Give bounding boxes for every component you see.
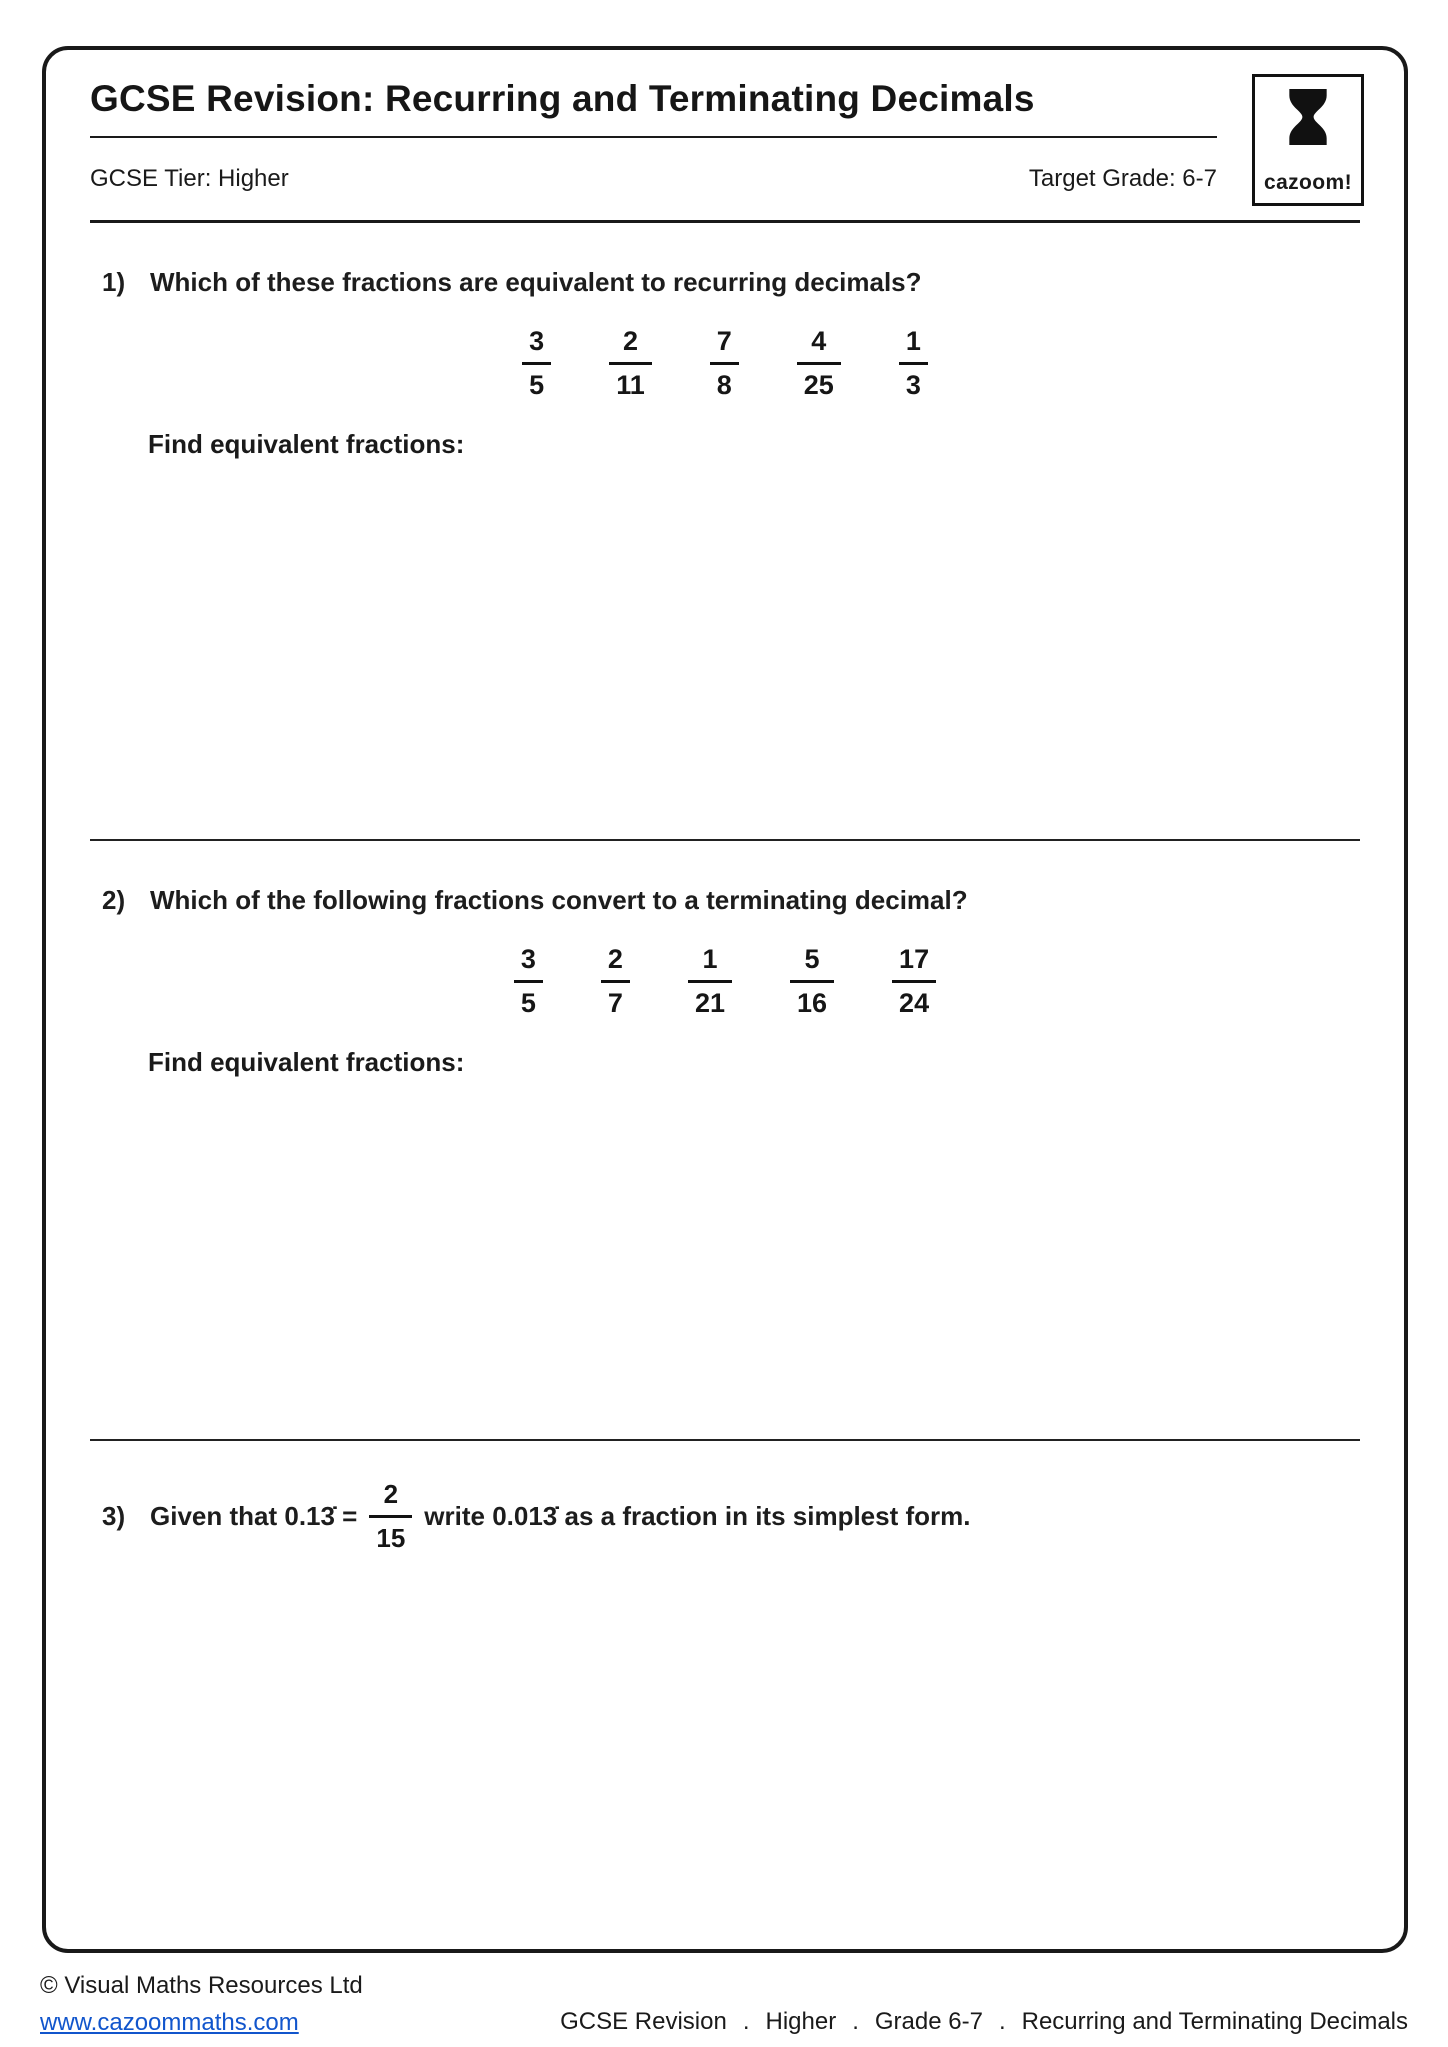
fraction-denominator: 3 xyxy=(905,370,921,400)
footer-left xyxy=(40,1972,363,2037)
title-underline xyxy=(90,136,1217,138)
breadcrumb-item: Higher xyxy=(765,2008,837,2035)
question-1-number: 1) xyxy=(102,267,126,297)
fraction-denominator: 21 xyxy=(694,988,725,1018)
copyright-text: © Visual Maths Resources Ltd xyxy=(40,1972,363,1999)
fraction xyxy=(710,326,739,401)
cazoom-hourglass-icon xyxy=(1280,87,1336,152)
fraction xyxy=(790,944,834,1019)
breadcrumb-separator: . xyxy=(852,2008,859,2035)
fraction-numerator: 17 xyxy=(899,944,930,974)
question-1-text: Which of these fractions are equivalent to recurring decimals? xyxy=(150,267,922,297)
fraction-denominator: 11 xyxy=(616,370,645,400)
fraction-denominator: 16 xyxy=(797,988,828,1018)
question-1-prompt: Find equivalent fractions: xyxy=(148,429,465,459)
fraction-numerator: 5 xyxy=(804,944,820,974)
header-meta-row xyxy=(90,165,1217,193)
cazoom-logo-text: cazoom! xyxy=(1264,171,1352,194)
question-2-prompt: Find equivalent fractions: xyxy=(148,1047,465,1077)
fraction xyxy=(797,326,841,401)
question-3-text-before: Given that 0.13̇ = xyxy=(150,1501,358,1531)
breadcrumb-separator: . xyxy=(742,2008,750,2035)
fraction-numerator: 2 xyxy=(383,1479,399,1509)
fraction-numerator: 2 xyxy=(607,944,623,974)
fraction-numerator: 1 xyxy=(702,944,718,974)
question-3-number: 3) xyxy=(102,1501,126,1531)
fraction xyxy=(522,326,551,401)
fraction-numerator: 3 xyxy=(529,326,545,356)
fraction xyxy=(369,1479,412,1554)
question-3-line xyxy=(46,1441,1404,1554)
question-2-text: Which of the following fractions convert to a terminating decimal? xyxy=(150,885,968,915)
fraction-numerator: 4 xyxy=(811,326,827,356)
question-1-fractions xyxy=(90,326,1360,401)
fraction-denominator: 24 xyxy=(899,988,930,1018)
question-3-section xyxy=(46,1441,1404,1554)
question-2-number: 2) xyxy=(102,885,126,915)
cazoom-logo xyxy=(1252,74,1364,206)
fraction xyxy=(899,326,928,401)
tier-label: GCSE Tier: Higher xyxy=(90,165,289,192)
question-1-section xyxy=(46,223,1404,839)
fraction-numerator: 7 xyxy=(716,326,732,356)
fraction xyxy=(514,944,543,1019)
fraction-denominator: 5 xyxy=(529,370,545,400)
breadcrumb-item: Recurring and Terminating Decimals xyxy=(1021,2008,1408,2035)
page-title: GCSE Revision: Recurring and Terminating Decimals xyxy=(90,78,1035,119)
fraction-denominator: 7 xyxy=(607,988,623,1018)
fraction xyxy=(601,944,630,1019)
question-1-line xyxy=(90,223,1360,298)
fraction xyxy=(688,944,732,1019)
header-divider xyxy=(90,220,1360,223)
page-footer xyxy=(40,1972,1408,2037)
question-2-fractions xyxy=(90,944,1360,1019)
footer-breadcrumb xyxy=(560,2008,1408,2037)
breadcrumb-separator: . xyxy=(998,2008,1006,2035)
breadcrumb-item: Grade 6-7 xyxy=(874,2008,983,2035)
target-grade-label: Target Grade: 6-7 xyxy=(1028,165,1217,192)
worksheet-header xyxy=(46,50,1404,223)
fraction xyxy=(609,326,652,401)
fraction-denominator: 15 xyxy=(376,1523,406,1553)
worksheet-border xyxy=(42,46,1408,1953)
fraction xyxy=(892,944,936,1019)
question-2-section xyxy=(46,841,1404,1439)
breadcrumb-item: GCSE Revision xyxy=(560,2008,727,2035)
question-2-line xyxy=(90,841,1360,916)
fraction-denominator: 8 xyxy=(716,370,732,400)
question-3-text-after: write 0.013̇ as a fraction in its simplest form. xyxy=(424,1501,971,1531)
website-link[interactable]: www.cazoommaths.com xyxy=(40,2009,299,2036)
fraction-numerator: 3 xyxy=(520,944,536,974)
fraction-numerator: 1 xyxy=(905,326,921,356)
fraction-denominator: 5 xyxy=(520,988,536,1018)
fraction-numerator: 2 xyxy=(622,326,638,356)
fraction-denominator: 25 xyxy=(803,370,834,400)
